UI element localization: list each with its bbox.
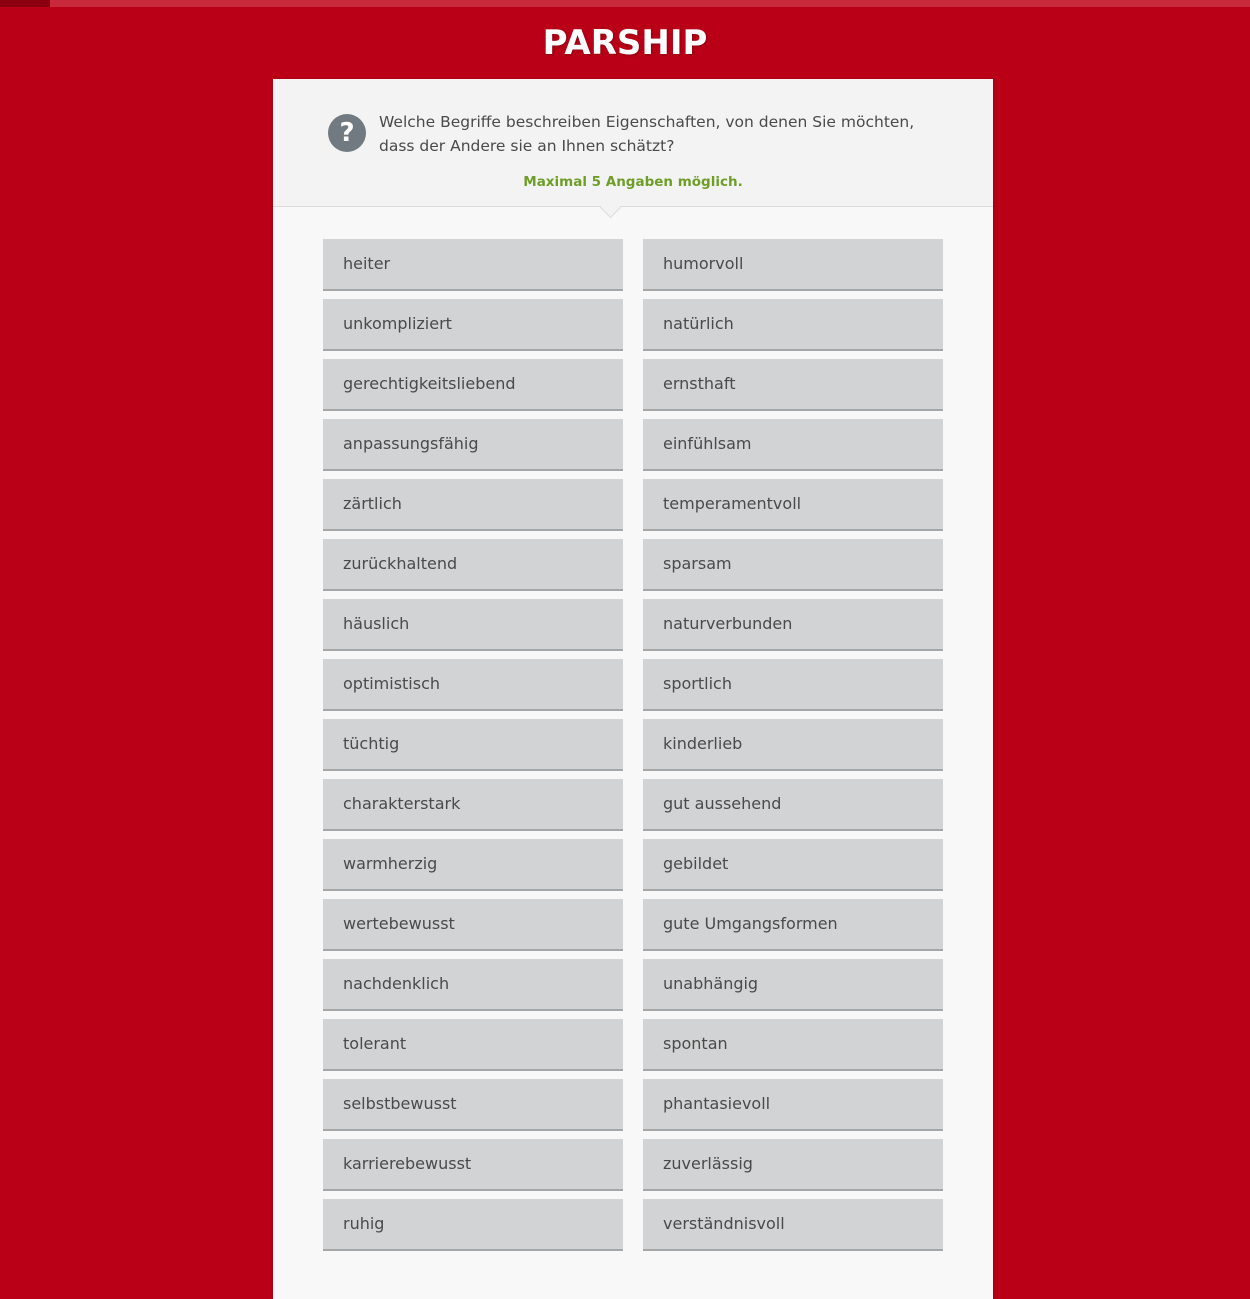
option-button[interactable]: sportlich xyxy=(643,659,943,711)
progress-bar-fill xyxy=(0,0,50,7)
options-grid xyxy=(323,239,943,1251)
option-button[interactable]: verständnisvoll xyxy=(643,1199,943,1251)
option-button[interactable]: selbstbewusst xyxy=(323,1079,623,1131)
option-button[interactable]: häuslich xyxy=(323,599,623,651)
option-button[interactable]: karrierebewusst xyxy=(323,1139,623,1191)
option-button[interactable]: zurückhaltend xyxy=(323,539,623,591)
option-button[interactable]: heiter xyxy=(323,239,623,291)
option-button[interactable]: zärtlich xyxy=(323,479,623,531)
option-button[interactable]: einfühlsam xyxy=(643,419,943,471)
option-button[interactable]: gute Umgangsformen xyxy=(643,899,943,951)
header-pointer-arrow xyxy=(600,197,621,218)
progress-bar xyxy=(0,0,1250,7)
option-button[interactable]: zuverlässig xyxy=(643,1139,943,1191)
option-button[interactable]: naturverbunden xyxy=(643,599,943,651)
option-button[interactable]: spontan xyxy=(643,1019,943,1071)
option-button[interactable]: humorvoll xyxy=(643,239,943,291)
option-button[interactable]: ernsthaft xyxy=(643,359,943,411)
option-button[interactable]: ruhig xyxy=(323,1199,623,1251)
question-text: Welche Begriffe beschreiben Eigenschaften, von denen Sie möchten, dass der Andere sie an Ihnen schätzt? xyxy=(379,113,915,155)
option-button[interactable]: unabhängig xyxy=(643,959,943,1011)
option-button[interactable]: optimistisch xyxy=(323,659,623,711)
option-button[interactable]: gut aussehend xyxy=(643,779,943,831)
max-selection-hint: Maximal 5 Angaben möglich. xyxy=(523,174,743,190)
question-header xyxy=(273,79,993,207)
option-button[interactable]: natürlich xyxy=(643,299,943,351)
option-button[interactable]: tüchtig xyxy=(323,719,623,771)
option-button[interactable]: wertebewusst xyxy=(323,899,623,951)
option-button[interactable]: tolerant xyxy=(323,1019,623,1071)
option-button[interactable]: gerechtigkeitsliebend xyxy=(323,359,623,411)
question-mark-circle-icon: ? xyxy=(328,114,366,152)
question-card xyxy=(273,79,993,1299)
option-button[interactable]: kinderlieb xyxy=(643,719,943,771)
option-button[interactable]: sparsam xyxy=(643,539,943,591)
parship-logo: PARSHIP xyxy=(542,23,708,63)
option-button[interactable]: gebildet xyxy=(643,839,943,891)
option-button[interactable]: phantasievoll xyxy=(643,1079,943,1131)
option-button[interactable]: anpassungsfähig xyxy=(323,419,623,471)
option-button[interactable]: charakterstark xyxy=(323,779,623,831)
option-button[interactable]: temperamentvoll xyxy=(643,479,943,531)
option-button[interactable]: warmherzig xyxy=(323,839,623,891)
option-button[interactable]: unkompliziert xyxy=(323,299,623,351)
option-button[interactable]: nachdenklich xyxy=(323,959,623,1011)
